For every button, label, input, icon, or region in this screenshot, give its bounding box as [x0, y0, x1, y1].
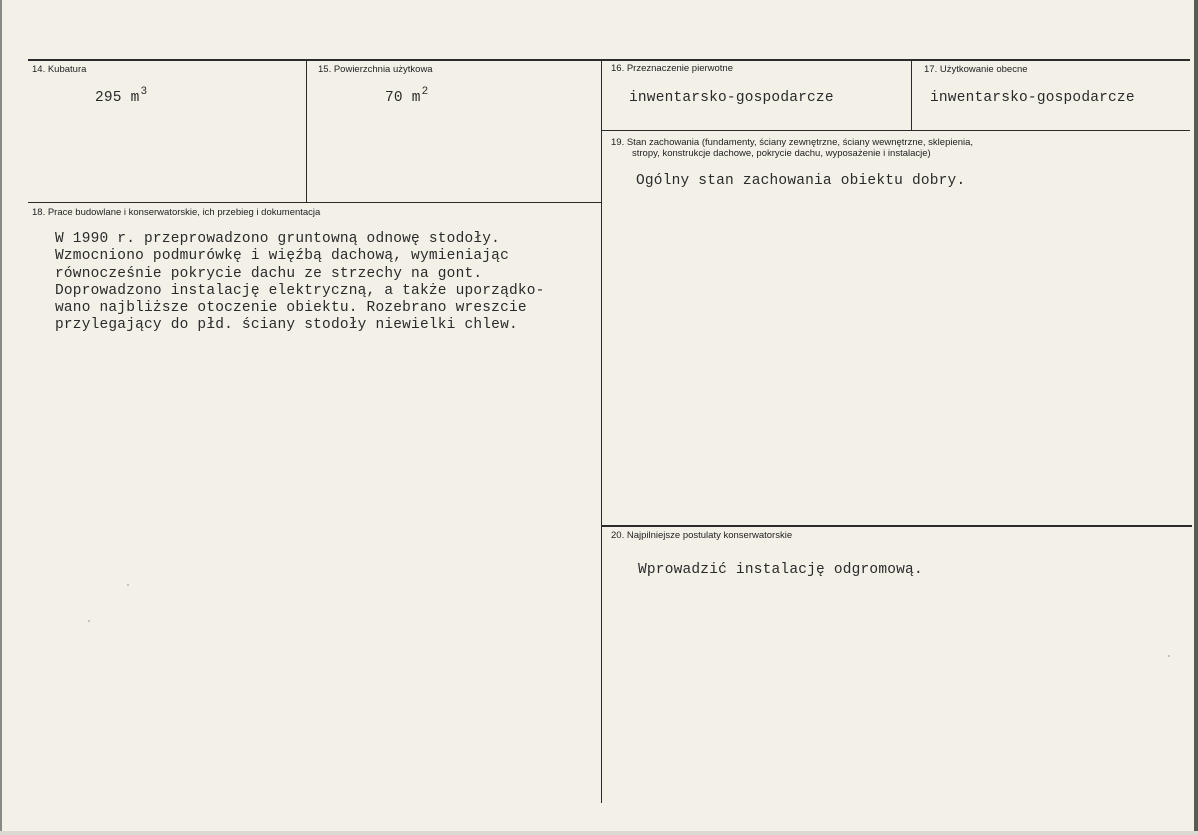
field-18-line-5: wano najbliższe otoczenie obiektu. Rozebrano wreszcie: [55, 300, 527, 317]
divider-16-17: [911, 59, 912, 130]
field-14-number: 295 m: [95, 90, 140, 106]
card-left-edge: [0, 0, 2, 835]
field-20-label: 20. Najpilniejsze postulaty konserwatorskie: [611, 530, 793, 541]
paper-speck: [127, 584, 129, 586]
field-15-number: 70 m: [385, 90, 421, 106]
rule-section18-left: [28, 202, 602, 203]
field-14-unit-exponent: 3: [140, 86, 148, 98]
divider-main: [601, 59, 602, 803]
card-right-edge: [1194, 0, 1198, 835]
card-bottom-edge: [0, 831, 1198, 835]
field-19-label-line1: 19. Stan zachowania (fundamenty, ściany zewnętrzne, ściany wewnętrzne, sklepienia,: [611, 137, 974, 148]
field-16-label: 16. Przeznaczenie pierwotne: [611, 63, 733, 74]
top-rule: [28, 59, 1190, 61]
paper-speck: [88, 620, 90, 622]
field-18-line-6: przylegający do płd. ściany stodoły niewielki chlew.: [55, 317, 518, 334]
field-17-label: 17. Użytkowanie obecne: [924, 64, 1028, 75]
rule-section20: [602, 525, 1192, 527]
rule-row2-right: [602, 130, 1190, 131]
field-18-line-2: Wzmocniono podmurówkę i więźbą dachową, wymieniając: [55, 248, 509, 265]
field-18-label: 18. Prace budowlane i konserwatorskie, ich przebieg i dokumentacja: [32, 207, 321, 218]
field-16-value: inwentarsko-gospodarcze: [629, 90, 834, 106]
field-18-line-3: równocześnie pokrycie dachu ze strzechy na gont.: [55, 265, 483, 282]
field-19-label-line2: stropy, konstrukcje dachowe, pokrycie dachu, wyposażenie i instalacje): [632, 148, 931, 159]
field-18-line-4: Doprowadzono instalację elektryczną, a także uporządko-: [55, 282, 545, 299]
field-19-value: Ogólny stan zachowania obiektu dobry.: [636, 173, 966, 189]
field-17-value: inwentarsko-gospodarcze: [930, 90, 1135, 106]
field-15-unit-exponent: 2: [421, 86, 429, 98]
field-18-line-1: W 1990 r. przeprowadzono gruntowną odnowę stodoły.: [55, 231, 501, 247]
field-20-value: Wprowadzić instalację odgromową.: [638, 562, 923, 578]
divider-14-15: [306, 59, 307, 202]
field-14-value: [95, 86, 148, 106]
field-18-text: [55, 231, 545, 335]
field-15-value: [385, 86, 429, 106]
paper-speck: [1168, 655, 1170, 657]
field-14-label: 14. Kubatura: [32, 64, 87, 75]
field-15-label: 15. Powierzchnia użytkowa: [318, 64, 433, 75]
